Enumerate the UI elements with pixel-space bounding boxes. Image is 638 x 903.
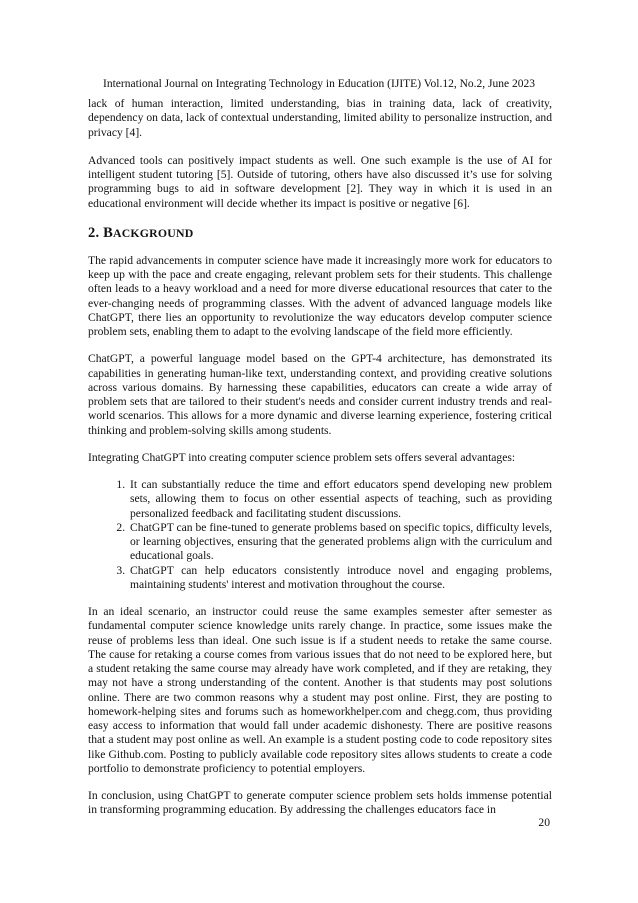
list-item: 1. It can substantially reduce the time and effort educators spend developing new problem sets, allowing them to focus on other essential aspects of teaching, such as providing personalized feedback and facilitating student discussions.: [128, 478, 552, 521]
section-title-rest: ACKGROUND: [112, 225, 194, 240]
section-title-initial: B: [103, 224, 113, 241]
running-header: International Journal on Integrating Technology in Education (IJITE) Vol.12, No.2, June 2023: [103, 78, 535, 90]
paragraph-rapid-advancements: The rapid advancements in computer science have made it increasingly more work for educators to keep up with the pace and create engaging, relevant problem sets for their students. This challenge often leads to a heavy workload and a need for more diverse educational resources that cater to the ever-changing needs of programming classes. With the advent of advanced language models like ChatGPT, there lies an opportunity to revolutionize the way educators develop computer science problem sets, enabling them to adapt to the evolving landscape of the field more efficiently.: [88, 253, 552, 338]
paragraph-chatgpt-capabilities: ChatGPT, a powerful language model based on the GPT-4 architecture, has demonstrated its capabilities in generating human-like text, understanding context, and providing creative solutions across various domains. By harnessing these capabilities, educators can create a wide array of problem sets that are tailored to their student's needs and consider current industry trends and real-world scenarios. This allows for a more dynamic and diverse learning experience, fostering critical thinking and problem-solving skills among students.: [88, 352, 552, 437]
paragraph-conclusion: In conclusion, using ChatGPT to generate computer science problem sets holds immense potential in transforming programming education. By addressing the challenges educators face in: [88, 789, 552, 817]
advantages-list: [88, 478, 552, 592]
paragraph-ideal-scenario: In an ideal scenario, an instructor could reuse the same examples semester after semester as fundamental computer science knowledge units rarely change. In practice, some issues make the reuse of problems less than ideal. One such issue is if a student needs to retake the same course. The cause for retaking a course comes from various issues that do not need to be explored here, but a student retaking the same course may already have work completed, and if they are retaking, they may not have a strong understanding of the content. Another is that students may post solutions online. There are two common reasons why a student may post online. First, they are posting to homework-helping sites and forums such as homeworkhelper.com and chegg.com, thus providing easy access to information that would fall under academic dishonesty. There are positive reasons that a student may post online as well. An example is a student posting code to code repository sites like Github.com. Posting to publicly available code repository sites allows students to create a code portfolio to demonstrate proficiency to potential employers.: [88, 605, 552, 775]
page-number: 20: [538, 816, 550, 829]
section-heading-background: [88, 224, 552, 242]
page-body: [88, 97, 552, 831]
paragraph-advantages-intro: Integrating ChatGPT into creating computer science problem sets offers several advantages:: [88, 450, 516, 464]
list-item: 3. ChatGPT can help educators consistently introduce novel and engaging problems, maintaining students' interest and motivation throughout the course.: [128, 564, 552, 593]
paragraph-advanced-tools: Advanced tools can positively impact students as well. One such example is the use of AI for intelligent student tutoring [5]. Outside of tutoring, others have also discussed it’s use for solving programming bugs to aid in software development [2]. They way in which it is used in an educational environment will decide whether its impact is positive or negative [6].: [88, 153, 552, 210]
section-number: 2.: [88, 224, 100, 241]
list-item: 2. ChatGPT can be fine-tuned to generate problems based on specific topics, difficulty levels, or learning objectives, ensuring that the generated problems align with the curriculum and educational goals.: [128, 521, 552, 564]
paragraph-limitations: lack of human interaction, limited understanding, bias in training data, lack of creativity, dependency on data, lack of contextual understanding, limited ability to personalize instruction, and privacy [4].: [88, 97, 552, 139]
